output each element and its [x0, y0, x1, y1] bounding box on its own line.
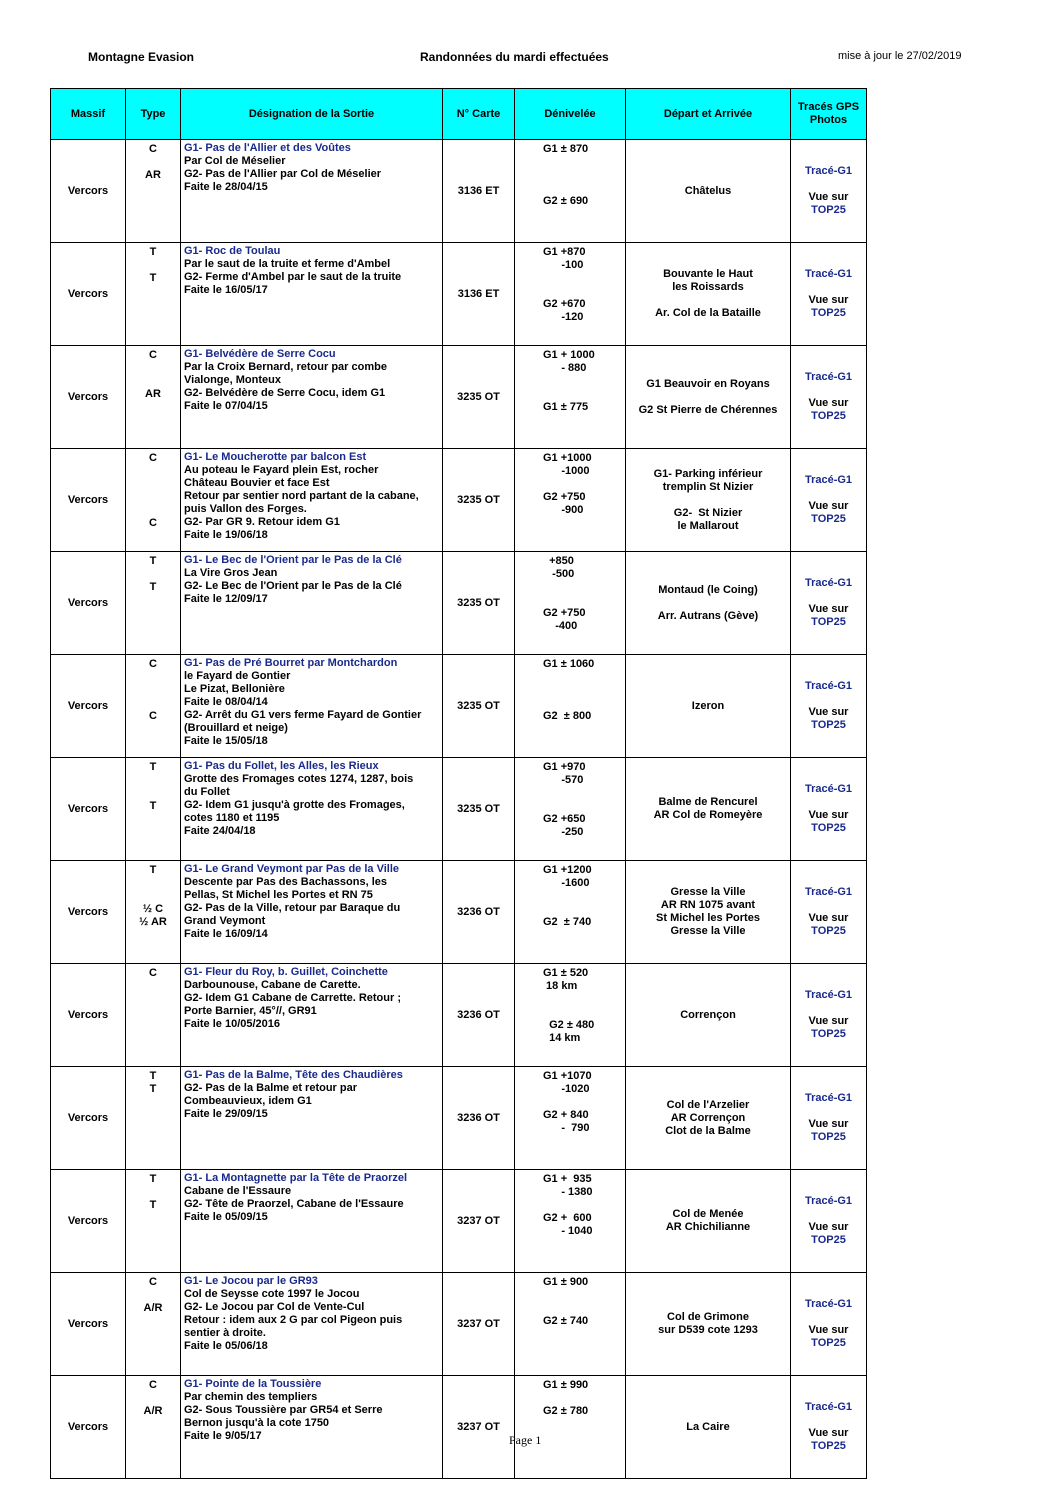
- elevation-text: G1 ± 990 G2 ± 780: [543, 1379, 589, 1417]
- designation-cell: [181, 449, 443, 552]
- departure-text: Châtelus: [684, 184, 732, 197]
- type-cell: [126, 346, 181, 449]
- map-number-cell: 3235 OT: [443, 449, 515, 552]
- departure-text: Montaud (le Coing) Arr. Autrans (Gève): [657, 583, 759, 622]
- departure-text: Col de Grimone sur D539 cote 1293: [658, 1311, 758, 1336]
- type-text: C C: [149, 658, 157, 722]
- map-number-cell: 3237 OT: [443, 1170, 515, 1273]
- top25-link[interactable]: TOP25: [811, 513, 846, 525]
- route-description: le Fayard de Gontier Le Pizat, Bellonière Faite le 08/04/14 G2- Arrêt du G1 vers ferme Fayard de Gontier (Brouillard et neige) Faite le 15/05/18: [184, 670, 422, 747]
- gps-track-link[interactable]: Tracé-G1: [804, 371, 853, 383]
- page-number: Page 1: [509, 1433, 542, 1447]
- view-label: Vue sur: [808, 912, 849, 924]
- designation-cell: [181, 1067, 443, 1170]
- map-number-cell: 3237 OT: [443, 1376, 515, 1479]
- elevation-cell: [515, 1170, 626, 1273]
- departure-text: La Caire: [686, 1420, 730, 1433]
- view-label: Vue sur: [808, 294, 849, 306]
- elevation-text: G1 +1000 -1000 G2 +750 -900: [543, 452, 592, 516]
- top25-link[interactable]: TOP25: [811, 616, 846, 628]
- gps-track-link[interactable]: Tracé-G1: [804, 1195, 853, 1207]
- route-title-link[interactable]: G1- Le Bec de l'Orient par le Pas de la Clé: [184, 554, 402, 566]
- designation-cell: [181, 964, 443, 1067]
- route-title-link[interactable]: G1- Le Jocou par le GR93: [184, 1275, 318, 1287]
- departure-text: Gresse la Ville AR RN 1075 avant St Michel les Portes Gresse la Ville: [656, 886, 760, 937]
- departure-cell: [626, 758, 791, 861]
- route-title-link[interactable]: G1- La Montagnette par la Tête de Praorzel: [184, 1172, 408, 1184]
- col-header-massif: Massif: [51, 89, 126, 140]
- route-title-link[interactable]: G1- Pas de l'Allier et des Voûtes: [184, 142, 351, 154]
- departure-cell: [626, 449, 791, 552]
- departure-text: Col de Menée AR Chichilianne: [665, 1208, 751, 1233]
- col-header-carte: N° Carte: [443, 89, 515, 140]
- type-text: T ½ C ½ AR: [139, 864, 167, 928]
- designation-cell: [181, 243, 443, 346]
- top25-link[interactable]: TOP25: [811, 822, 846, 834]
- col-header-type: Type: [126, 89, 181, 140]
- departure-text: Balme de Rencurel AR Col de Romeyère: [653, 796, 763, 821]
- table-row: [51, 552, 867, 655]
- departure-text: Bouvante le Haut les Roissards Ar. Col de la Bataille: [655, 268, 761, 319]
- route-description: Descente par Pas des Bachassons, les Pellas, St Michel les Portes et RN 75 G2- Pas de la Ville, retour par Baraque du Grand Veymont Faite le 16/09/14: [184, 876, 401, 940]
- massif-cell: Vercors: [51, 1067, 126, 1170]
- type-cell: [126, 1376, 181, 1479]
- massif-cell: Vercors: [51, 1273, 126, 1376]
- view-label: Vue sur: [808, 809, 849, 821]
- elevation-cell: [515, 861, 626, 964]
- view-label: Vue sur: [808, 397, 849, 409]
- route-title-link[interactable]: G1- Pas du Follet, les Alles, les Rieux: [184, 760, 379, 772]
- gps-track-link[interactable]: Tracé-G1: [804, 989, 853, 1001]
- view-label: Vue sur: [808, 1324, 849, 1336]
- designation-cell: [181, 655, 443, 758]
- designation-cell: [181, 552, 443, 655]
- route-description: Darbounouse, Cabane de Carette. G2- Idem G1 Cabane de Carrette. Retour ; Porte Barnier, 45°//, GR91 Faite le 10/05/2016: [184, 979, 401, 1030]
- top25-link[interactable]: TOP25: [811, 410, 846, 422]
- elevation-text: +850 -500 G2 +750 -400: [543, 555, 586, 632]
- elevation-cell: [515, 449, 626, 552]
- elevation-text: G1 + 935 - 1380 G2 + 600 - 1040: [543, 1173, 593, 1237]
- gps-cell: [791, 655, 867, 758]
- elevation-text: G1 ± 900 G2 ± 740: [543, 1276, 589, 1327]
- gps-track-link[interactable]: Tracé-G1: [804, 1401, 853, 1413]
- type-cell: [126, 758, 181, 861]
- departure-text: Izeron: [691, 699, 725, 712]
- update-date: mise à jour le 27/02/2019: [838, 50, 962, 62]
- col-header-depart: Départ et Arrivée: [626, 89, 791, 140]
- route-description: Col de Seysse cote 1997 le Jocou G2- Le Jocou par Col de Vente-Cul Retour : idem aux 2 G par col Pigeon puis sentier à droite. Faite le 05/06/18: [184, 1288, 403, 1352]
- route-description: Par la Croix Bernard, retour par combe Vialonge, Monteux G2- Belvédère de Serre Cocu, idem G1 Faite le 07/04/15: [184, 361, 387, 412]
- gps-track-link[interactable]: Tracé-G1: [804, 1298, 853, 1310]
- route-description: Cabane de l'Essaure G2- Tête de Praorzel, Cabane de l'Essaure Faite le 05/09/15: [184, 1185, 404, 1223]
- massif-cell: Vercors: [51, 449, 126, 552]
- elevation-text: G1 + 1000 - 880 G1 ± 775: [543, 349, 595, 413]
- departure-cell: [626, 964, 791, 1067]
- type-text: C A/R: [143, 1276, 163, 1314]
- route-description: G2- Pas de la Balme et retour par Combeauvieux, idem G1 Faite le 29/09/15: [184, 1082, 358, 1120]
- view-label: Vue sur: [808, 500, 849, 512]
- departure-cell: [626, 861, 791, 964]
- type-cell: [126, 449, 181, 552]
- gps-cell: [791, 1376, 867, 1479]
- massif-cell: Vercors: [51, 655, 126, 758]
- route-title-link[interactable]: G1- Belvédère de Serre Cocu: [184, 348, 336, 360]
- route-title-link[interactable]: G1- Le Moucherotte par balcon Est: [184, 451, 367, 463]
- type-cell: [126, 861, 181, 964]
- route-description: Au poteau le Fayard plein Est, rocher Château Bouvier et face Est Retour par sentier nord partant de la cabane, puis Vallon des Forges. G2- Par GR 9. Retour idem G1 Faite le 19/06/18: [184, 464, 419, 541]
- map-number-cell: 3235 OT: [443, 758, 515, 861]
- table-row: [51, 964, 867, 1067]
- gps-track-link[interactable]: Tracé-G1: [804, 165, 853, 177]
- gps-cell: [791, 552, 867, 655]
- view-label: Vue sur: [808, 1221, 849, 1233]
- view-label: Vue sur: [808, 1118, 849, 1130]
- elevation-text: G1 ± 520 18 km G2 ± 480 14 km: [543, 967, 595, 1044]
- route-title-link[interactable]: G1- Pointe de la Toussière: [184, 1378, 322, 1390]
- table-row: [51, 140, 867, 243]
- massif-cell: Vercors: [51, 1376, 126, 1479]
- gps-track-link[interactable]: Tracé-G1: [804, 474, 853, 486]
- table-row: [51, 1376, 867, 1479]
- elevation-cell: [515, 346, 626, 449]
- departure-cell: [626, 655, 791, 758]
- elevation-cell: [515, 140, 626, 243]
- departure-cell: [626, 140, 791, 243]
- map-number-cell: 3235 OT: [443, 552, 515, 655]
- type-text: T T: [149, 555, 157, 593]
- gps-cell: [791, 1273, 867, 1376]
- table-row: [51, 1067, 867, 1170]
- elevation-cell: [515, 1067, 626, 1170]
- table-row: [51, 449, 867, 552]
- type-cell: [126, 1067, 181, 1170]
- table-row: [51, 758, 867, 861]
- type-cell: [126, 243, 181, 346]
- gps-cell: [791, 1067, 867, 1170]
- type-cell: [126, 655, 181, 758]
- departure-text: G1 Beauvoir en Royans G2 St Pierre de Chérennes: [638, 377, 778, 416]
- elevation-cell: [515, 964, 626, 1067]
- map-number-cell: 3236 OT: [443, 964, 515, 1067]
- map-number-cell: 3235 OT: [443, 655, 515, 758]
- elevation-text: G1 +970 -570 G2 +650 -250: [543, 761, 586, 838]
- departure-cell: [626, 1273, 791, 1376]
- route-title-link[interactable]: G1- Fleur du Roy, b. Guillet, Coinchette: [184, 966, 388, 978]
- departure-cell: [626, 1376, 791, 1479]
- map-number-cell: 3136 ET: [443, 140, 515, 243]
- designation-cell: [181, 1170, 443, 1273]
- type-cell: [126, 1170, 181, 1273]
- map-number-cell: 3235 OT: [443, 346, 515, 449]
- table-header-row: [51, 89, 867, 140]
- table-row: [51, 655, 867, 758]
- massif-cell: Vercors: [51, 140, 126, 243]
- map-number-cell: 3236 OT: [443, 1067, 515, 1170]
- designation-cell: [181, 758, 443, 861]
- massif-cell: Vercors: [51, 1170, 126, 1273]
- top25-link[interactable]: TOP25: [811, 1440, 846, 1452]
- gps-cell: [791, 243, 867, 346]
- departure-cell: [626, 243, 791, 346]
- elevation-cell: [515, 1376, 626, 1479]
- elevation-cell: [515, 758, 626, 861]
- type-text: T T: [149, 761, 157, 812]
- elevation-text: G1 +870 -100 G2 +670 -120: [543, 246, 586, 323]
- gps-cell: [791, 449, 867, 552]
- document-title: Randonnées du mardi effectuées: [420, 50, 609, 64]
- route-description: Par le saut de la truite et ferme d'Ambel G2- Ferme d'Ambel par le saut de la truite Faite le 16/05/17: [184, 258, 402, 296]
- gps-cell: [791, 1170, 867, 1273]
- col-header-designation: Désignation de la Sortie: [181, 89, 443, 140]
- type-cell: [126, 1273, 181, 1376]
- designation-cell: [181, 861, 443, 964]
- gps-track-link[interactable]: Tracé-G1: [804, 783, 853, 795]
- top25-link[interactable]: TOP25: [811, 925, 846, 937]
- designation-cell: [181, 346, 443, 449]
- massif-cell: Vercors: [51, 243, 126, 346]
- view-label: Vue sur: [808, 1015, 849, 1027]
- type-text: C: [149, 967, 157, 979]
- type-text: C AR: [145, 349, 161, 400]
- departure-text: G1- Parking inférieur tremplin St Nizier G2- St Nizier le Mallarout: [653, 467, 763, 532]
- gps-cell: [791, 140, 867, 243]
- elevation-cell: [515, 552, 626, 655]
- view-label: Vue sur: [808, 191, 849, 203]
- route-title-link[interactable]: G1- Roc de Toulau: [184, 245, 281, 257]
- top25-link[interactable]: TOP25: [811, 1337, 846, 1349]
- route-description: Par Col de Méselier G2- Pas de l'Allier par Col de Méselier Faite le 28/04/15: [184, 155, 382, 193]
- top25-link[interactable]: TOP25: [811, 307, 846, 319]
- org-name: Montagne Evasion: [88, 50, 195, 64]
- massif-cell: Vercors: [51, 552, 126, 655]
- departure-text: Col de l'Arzelier AR Corrençon Clot de la Balme: [665, 1098, 751, 1137]
- top25-link[interactable]: TOP25: [811, 1028, 846, 1040]
- elevation-text: G1 ± 870 G2 ± 690: [543, 143, 589, 207]
- route-description: Grotte des Fromages cotes 1274, 1287, bois du Follet G2- Idem G1 jusqu'à grotte des Fromages, cotes 1180 et 1195 Faite 24/04/18: [184, 773, 414, 837]
- table-row: [51, 346, 867, 449]
- view-label: Vue sur: [808, 706, 849, 718]
- top25-link[interactable]: TOP25: [811, 719, 846, 731]
- elevation-cell: [515, 243, 626, 346]
- gps-track-link[interactable]: Tracé-G1: [804, 886, 853, 898]
- departure-text: Corrençon: [680, 1008, 736, 1021]
- map-number-cell: 3236 OT: [443, 861, 515, 964]
- massif-cell: Vercors: [51, 964, 126, 1067]
- designation-cell: [181, 1376, 443, 1479]
- type-text: T T: [149, 1070, 157, 1095]
- gps-cell: [791, 964, 867, 1067]
- massif-cell: Vercors: [51, 758, 126, 861]
- gps-cell: [791, 758, 867, 861]
- hikes-table: [50, 88, 867, 1479]
- table-row: [51, 861, 867, 964]
- type-text: T T: [149, 1173, 157, 1211]
- elevation-cell: [515, 655, 626, 758]
- elevation-text: G1 +1070 -1020 G2 + 840 - 790: [543, 1070, 592, 1134]
- gps-cell: [791, 861, 867, 964]
- type-text: C A/R: [143, 1379, 163, 1417]
- gps-cell: [791, 346, 867, 449]
- route-description: Par chemin des templiers G2- Sous Toussière par GR54 et Serre Bernon jusqu'à la cote 1750 Faite le 9/05/17: [184, 1391, 383, 1442]
- departure-cell: [626, 1170, 791, 1273]
- type-text: C C: [149, 452, 157, 529]
- departure-cell: [626, 552, 791, 655]
- col-header-gps: Tracés GPS Photos: [791, 89, 867, 140]
- map-number-cell: 3136 ET: [443, 243, 515, 346]
- gps-track-link[interactable]: Tracé-G1: [804, 1092, 853, 1104]
- massif-cell: Vercors: [51, 861, 126, 964]
- table-row: [51, 243, 867, 346]
- table-row: [51, 1273, 867, 1376]
- top25-link[interactable]: TOP25: [811, 1131, 846, 1143]
- elevation-cell: [515, 1273, 626, 1376]
- gps-track-link[interactable]: Tracé-G1: [804, 680, 853, 692]
- elevation-text: G1 +1200 -1600 G2 ± 740: [543, 864, 592, 928]
- type-cell: [126, 552, 181, 655]
- table-row: [51, 1170, 867, 1273]
- view-label: Vue sur: [808, 603, 849, 615]
- designation-cell: [181, 140, 443, 243]
- route-title-link[interactable]: G1- Le Grand Veymont par Pas de la Ville: [184, 863, 399, 875]
- view-label: Vue sur: [808, 1427, 849, 1439]
- route-description: La Vire Gros Jean G2- Le Bec de l'Orient par le Pas de la Clé Faite le 12/09/17: [184, 567, 402, 605]
- type-cell: [126, 964, 181, 1067]
- route-title-link[interactable]: G1- Pas de Pré Bourret par Montchardon: [184, 657, 398, 669]
- top25-link[interactable]: TOP25: [811, 204, 846, 216]
- departure-cell: [626, 346, 791, 449]
- map-number-cell: 3237 OT: [443, 1273, 515, 1376]
- top25-link[interactable]: TOP25: [811, 1234, 846, 1246]
- type-text: T T: [149, 246, 157, 284]
- designation-cell: [181, 1273, 443, 1376]
- gps-track-link[interactable]: Tracé-G1: [804, 268, 853, 280]
- type-cell: [126, 140, 181, 243]
- route-title-link[interactable]: G1- Pas de la Balme, Tête des Chaudières: [184, 1069, 403, 1081]
- massif-cell: Vercors: [51, 346, 126, 449]
- type-text: C AR: [145, 143, 161, 181]
- col-header-denivelee: Dénivelée: [515, 89, 626, 140]
- departure-cell: [626, 1067, 791, 1170]
- elevation-text: G1 ± 1060 G2 ± 800: [543, 658, 595, 722]
- gps-track-link[interactable]: Tracé-G1: [804, 577, 853, 589]
